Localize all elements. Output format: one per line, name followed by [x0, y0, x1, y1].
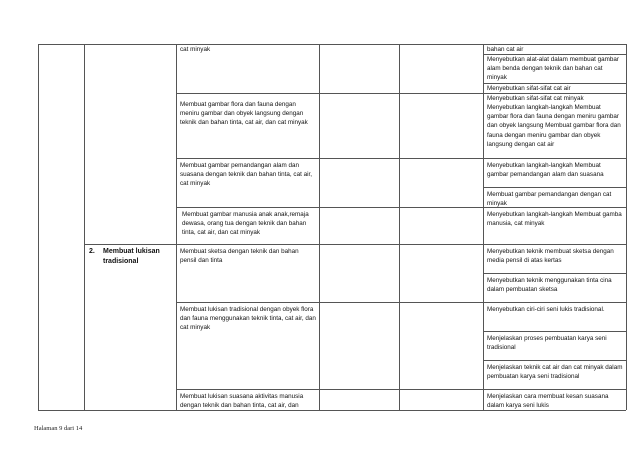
- indicator-text: Menjelaskan proses pembuatan karya seni tradisional: [487, 335, 607, 352]
- indicator-text: Menyebutkan langkah-langkah Membuat gambar pemandangan alam dan suasana: [487, 162, 604, 179]
- row-divider: [483, 331, 626, 332]
- indicator-text: Menyebutkan teknik membuat sketsa dengan media pensil di atas kertas: [487, 248, 614, 265]
- activity-text: Membuat lukisan tradisional dengan obyek flora dan fauna menggunakan teknik tinta, cat air, dan cat minyak: [180, 306, 316, 332]
- indicator-text: Menyebutkan alat-alat dalam membuat gambar alam benda dengan teknik dan bahan cat minyak: [487, 56, 619, 82]
- row-divider: [176, 158, 626, 159]
- indicator-text: Menjelaskan teknik cat air dan cat minyak dalam pembuatan karya seni tradisional: [487, 364, 623, 381]
- row-divider: [483, 360, 626, 361]
- activity-text: Membuat lukisan suasana aktivitas manusia dengan teknik dan bahan tinta, cat air, dan: [180, 393, 304, 410]
- row-divider: [176, 389, 626, 390]
- table-border-right: [626, 44, 627, 410]
- activity-text: Membuat gambar flora dan fauna dengan meniru gambar dan obyek langsung dengan teknik dan bahan tinta, cat air, dan cat minyak: [180, 101, 308, 127]
- indicator-text: Menyebutkan sifat-sifat cat minyak: [487, 95, 584, 102]
- table-column-divider: [319, 44, 320, 410]
- activity-text: Membuat gambar manusia anak anak,remaja dewasa, orang tua dengan teknik dan bahan tinta, cat air, dan cat minyak: [182, 211, 309, 237]
- table-column-divider: [483, 44, 484, 410]
- row-divider: [176, 302, 626, 303]
- indicator-text: Menyebutkan ciri-ciri seni lukis tradisional.: [487, 306, 605, 313]
- subject-title: Membuat lukisan tradisional: [103, 248, 160, 265]
- page-footer: Halaman 9 dari 14: [34, 425, 83, 432]
- activity-text: Membuat sketsa dengan teknik dan bahan pensil dan tinta: [180, 248, 299, 265]
- activity-text: cat minyak: [180, 46, 211, 53]
- activity-text: Membuat gambar pemandangan alam dan suasana dengan teknik dan bahan tinta, cat air, cat minyak: [180, 162, 312, 188]
- table-column-divider: [399, 44, 400, 410]
- subject-number: 2.: [89, 248, 95, 255]
- indicator-text: Menyebutkan langkah-langkah Membuat gamba manusia, cat minyak: [487, 211, 622, 228]
- indicator-text: Menyebutkan sifat-sifat cat air: [487, 85, 571, 92]
- table-column-divider: [176, 44, 177, 410]
- indicator-text: Menyebutkan langkah-langkah Membuat gambar flora dan fauna dengan meniru gambar dan obyek langsung Membuat gambar flora dan fauna dengan meniru gambar dan obyek langsung dengan cat air: [487, 104, 621, 148]
- table-border-left: [38, 44, 39, 410]
- indicator-text: Menyebutkan teknik menggunakan tinta cina dalam pembuatan sketsa: [487, 277, 612, 294]
- table-column-divider: [84, 44, 85, 410]
- row-divider: [483, 187, 626, 188]
- indicator-text: bahan cat air: [487, 46, 524, 53]
- indicator-text: Menjelaskan cara membuat kesan suasana dalam karya seni lukis: [487, 393, 609, 410]
- indicator-text: Membuat gambar pemandangan dengan cat minyak: [487, 191, 612, 208]
- row-divider: [483, 273, 626, 274]
- row-divider: [84, 244, 626, 245]
